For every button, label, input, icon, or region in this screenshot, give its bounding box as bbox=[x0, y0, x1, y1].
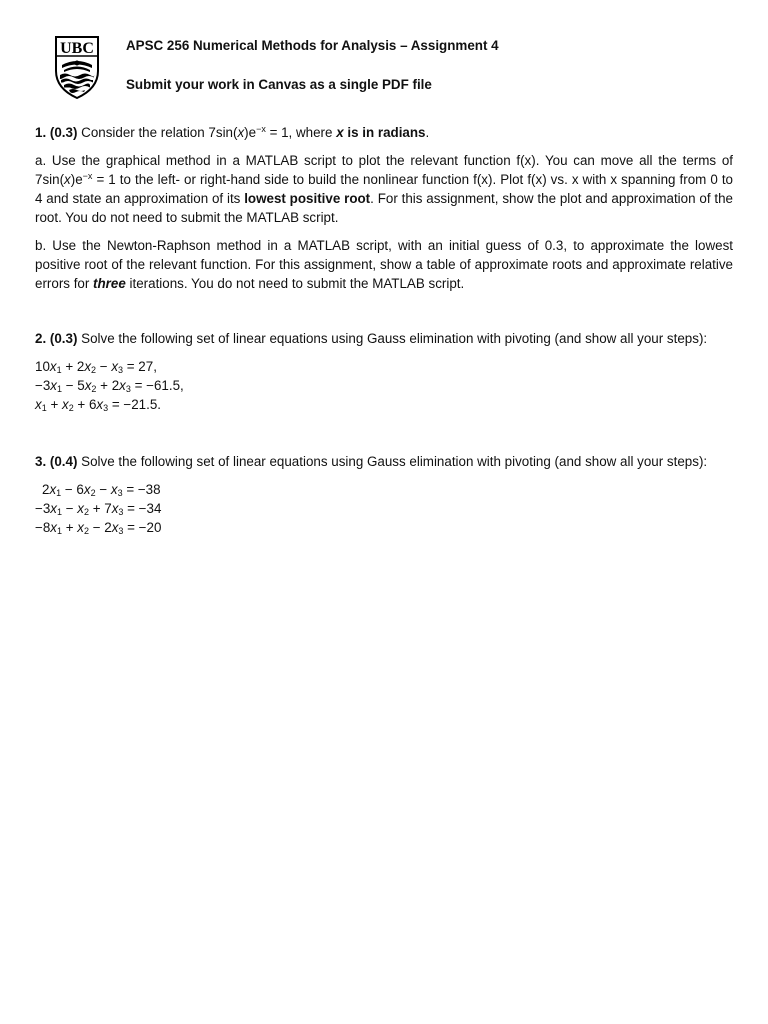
equation-term: = −61.5, bbox=[130, 378, 184, 393]
q3-intro bbox=[35, 452, 733, 471]
q1a-text-end: . For this assignment, show the plot and approximation of the root. You do not need to submit the MATLAB script. bbox=[35, 191, 733, 225]
q1-intro bbox=[35, 123, 733, 142]
q1-intro-post: = 1, where bbox=[265, 125, 337, 140]
subscript: 3 bbox=[118, 526, 124, 536]
variable: x bbox=[50, 501, 57, 516]
variable: x bbox=[84, 378, 92, 393]
variable: x bbox=[83, 482, 91, 497]
q2-equations bbox=[35, 357, 733, 414]
variable: x bbox=[111, 501, 119, 516]
q2-equation-2 bbox=[35, 376, 733, 395]
subscript: 1 bbox=[56, 526, 62, 536]
equation-term: = 27, bbox=[123, 359, 157, 374]
subscript: 2 bbox=[91, 384, 97, 394]
subscript: 1 bbox=[56, 488, 62, 498]
q2-equation-3 bbox=[35, 395, 733, 414]
subscript: 3 bbox=[125, 384, 131, 394]
q2-equation-1 bbox=[35, 357, 733, 376]
q3-equation-1 bbox=[35, 480, 733, 499]
q1-var-x-bold: x bbox=[336, 125, 344, 140]
variable: x bbox=[111, 520, 119, 535]
equation-term: − bbox=[96, 359, 112, 374]
subscript: 1 bbox=[56, 365, 62, 375]
subscript: 3 bbox=[117, 488, 123, 498]
q3-equation-2 bbox=[35, 499, 733, 518]
equation-term: 10 bbox=[35, 359, 50, 374]
q1-var-x: x bbox=[237, 125, 245, 140]
subscript: 3 bbox=[118, 365, 124, 375]
equation-term: + bbox=[62, 520, 78, 535]
q2-intro bbox=[35, 329, 733, 348]
subscript: 3 bbox=[103, 403, 109, 413]
subscript: 2 bbox=[83, 507, 89, 517]
q2-text: Solve the following set of linear equations using Gauss elimination with pivoting (and show all your steps): bbox=[77, 331, 708, 346]
q1-radians: is in radians bbox=[343, 125, 426, 140]
q2-number: 2. (0.3) bbox=[35, 331, 78, 346]
variable: x bbox=[110, 482, 118, 497]
equation-term: − 6 bbox=[61, 482, 84, 497]
equation-term: = −21.5. bbox=[108, 397, 162, 412]
equation-term: −3 bbox=[35, 501, 51, 516]
q3-equation-3 bbox=[35, 518, 733, 537]
variable: x bbox=[111, 359, 119, 374]
q1a-exponent: −x bbox=[82, 171, 93, 181]
q1a-text-mid: )e bbox=[70, 172, 83, 187]
assignment-body bbox=[35, 123, 733, 537]
subscript: 1 bbox=[56, 384, 62, 394]
q1-intro-mid: )e bbox=[244, 125, 257, 140]
q1-intro-end: . bbox=[425, 125, 430, 140]
q1b-text-pre: b. Use the Newton-Raphson method in a MATLAB script, with an initial guess of 0.3, to approximate the lowest positive root of the relevant function. For this assignment, show a table of approximate roots and approximate relative errors for bbox=[35, 238, 733, 291]
q1-number: 1. (0.3) bbox=[35, 125, 78, 140]
equation-term: = −38 bbox=[122, 482, 161, 497]
q1-part-b bbox=[35, 236, 733, 293]
equation-term: = −34 bbox=[123, 501, 162, 516]
variable: x bbox=[49, 482, 57, 497]
variable: x bbox=[50, 520, 57, 535]
equation-term: − bbox=[62, 501, 78, 516]
equation-term: + 6 bbox=[73, 397, 97, 412]
variable: x bbox=[50, 378, 57, 393]
q1b-text-end: iterations. You do not need to submit the MATLAB script. bbox=[125, 276, 465, 291]
equation-term: 2 bbox=[42, 482, 50, 497]
subscript: 2 bbox=[91, 365, 97, 375]
q1-part-a bbox=[35, 151, 733, 227]
equation-term: − 5 bbox=[62, 378, 85, 393]
variable: x bbox=[61, 397, 69, 412]
q1-exponent: −x bbox=[256, 124, 266, 134]
equation-term: − 2 bbox=[88, 520, 112, 535]
variable: x bbox=[77, 501, 84, 516]
q3-text: Solve the following set of linear equations using Gauss elimination with pivoting (and show all your steps): bbox=[77, 454, 708, 469]
q1a-text-post: = 1 to the left- or right-hand side to build the nonlinear function f(x). Plot f(x) vs. x with x spanning from 0 to 4 and state an approximation of its bbox=[35, 172, 733, 206]
variable: x bbox=[119, 378, 126, 393]
subscript: 1 bbox=[56, 507, 62, 517]
q3-number: 3. (0.4) bbox=[35, 454, 78, 469]
q1a-text-pre: a. Use the graphical method in a MATLAB script to plot the relevant function f(x). You can move all the terms of 7sin( bbox=[35, 153, 733, 187]
subscript: 2 bbox=[83, 526, 89, 536]
equation-term: = −20 bbox=[123, 520, 162, 535]
equation-term: −8 bbox=[35, 520, 51, 535]
q1-intro-text: Consider the relation 7sin( bbox=[77, 125, 238, 140]
variable: x bbox=[49, 359, 57, 374]
ubc-logo bbox=[54, 35, 100, 99]
subscript: 2 bbox=[68, 403, 74, 413]
q1a-var-x: x bbox=[64, 172, 71, 187]
page-title: APSC 256 Numerical Methods for Analysis – Assignment 4 bbox=[126, 38, 499, 53]
q1a-lowest-root: lowest positive root bbox=[244, 191, 371, 206]
variable: x bbox=[84, 359, 92, 374]
submit-note: Submit your work in Canvas as a single PDF file bbox=[126, 77, 432, 92]
logo-text: UBC bbox=[60, 40, 94, 57]
equation-term: − bbox=[95, 482, 111, 497]
subscript: 1 bbox=[41, 403, 47, 413]
variable: x bbox=[96, 397, 104, 412]
equation-term: + 7 bbox=[88, 501, 112, 516]
equation-term: + bbox=[46, 397, 62, 412]
q1b-three: three bbox=[93, 276, 126, 291]
subscript: 3 bbox=[118, 507, 124, 517]
variable: x bbox=[77, 520, 84, 535]
subscript: 2 bbox=[90, 488, 96, 498]
q3-equations bbox=[35, 480, 733, 537]
variable: x bbox=[35, 397, 42, 412]
equation-term: + 2 bbox=[96, 378, 120, 393]
equation-term: + 2 bbox=[61, 359, 85, 374]
equation-term: −3 bbox=[35, 378, 51, 393]
